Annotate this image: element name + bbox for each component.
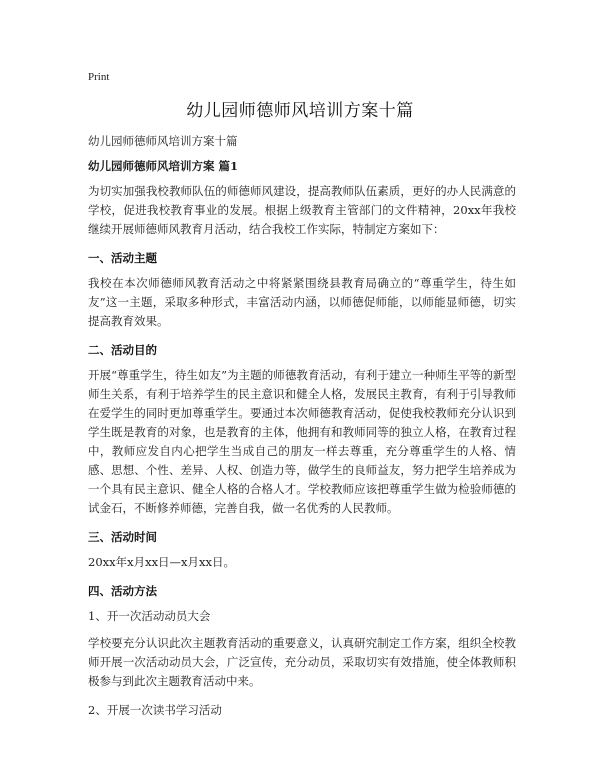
section-4-paragraph-1: 学校要充分认识此次主题教育活动的重要意义，认真研究制定工作方案，组织全校教师开展一次活动动员大会，广泛宣传，充分动员，采取切实有效措施，使全体教师积极参与到此次主题教育活动中来。 (88, 636, 516, 688)
section-4-subheading-2: 2、开展一次读书学习活动 (88, 703, 222, 717)
section-3-paragraph: 20xx年x月xx日—x月xx日。 (88, 555, 236, 569)
print-label[interactable]: Print (88, 71, 110, 83)
section-1-heading: 一、活动主题 (88, 251, 157, 265)
section-2-heading: 二、活动目的 (88, 343, 157, 357)
document-body (88, 132, 516, 728)
document-title: 幼儿园师德师风培训方案十篇 (186, 101, 414, 121)
section-4-heading: 四、活动方法 (88, 584, 157, 598)
section-2-paragraph: 开展“尊重学生，待生如友”为主题的师德教育活动，有利于建立一种师生平等的新型师生关系，有利于培养学生的民主意识和健全人格，发展民主教育，有利于引导教师在爱学生的同时更加尊重学生。要通过本次师德教育活动，促使我校教师充分认识到学生既是教育的对象，也是教育的主体，他拥有和教师同等的独立人格，在教育过程中，教师应发自内心把学生当成自己的朋友一样去尊重，充分尊重学生的人格、情感、思想、个性、差异、人权、创造力等，做学生的良师益友，努力把学生培养成为一个具有民主意识、健全人格的合格人才。学校教师应该把尊重学生做为检验师德的试金石，不断修养师德，完善自我，做一名优秀的人民教师。 (88, 368, 516, 515)
section-4-subheading-1: 1、开一次活动动员大会 (88, 609, 211, 623)
document-subtitle: 幼儿园师德师风培训方案十篇 (88, 134, 238, 148)
intro-paragraph: 为切实加强我校教师队伍的师德师风建设，提高教师队伍素质，更好的办人民满意的学校，促进我校教育事业的发展。根据上级教育主管部门的文件精神，20xx年我校继续开展师德师风教育月活动，结合我校工作实际，特制定方案如下： (88, 184, 516, 236)
section-1-paragraph: 我校在本次师德师风教育活动之中将紧紧围绕县教育局确立的“尊重学生，待生如友”这一主题，采取多种形式，丰富活动内涵，以师德促师能，以师能显师德，切实提高教育效果。 (88, 276, 516, 328)
section-3-heading: 三、活动时间 (88, 530, 157, 544)
main-heading: 幼儿园师德师风培训方案 篇1 (88, 159, 239, 173)
